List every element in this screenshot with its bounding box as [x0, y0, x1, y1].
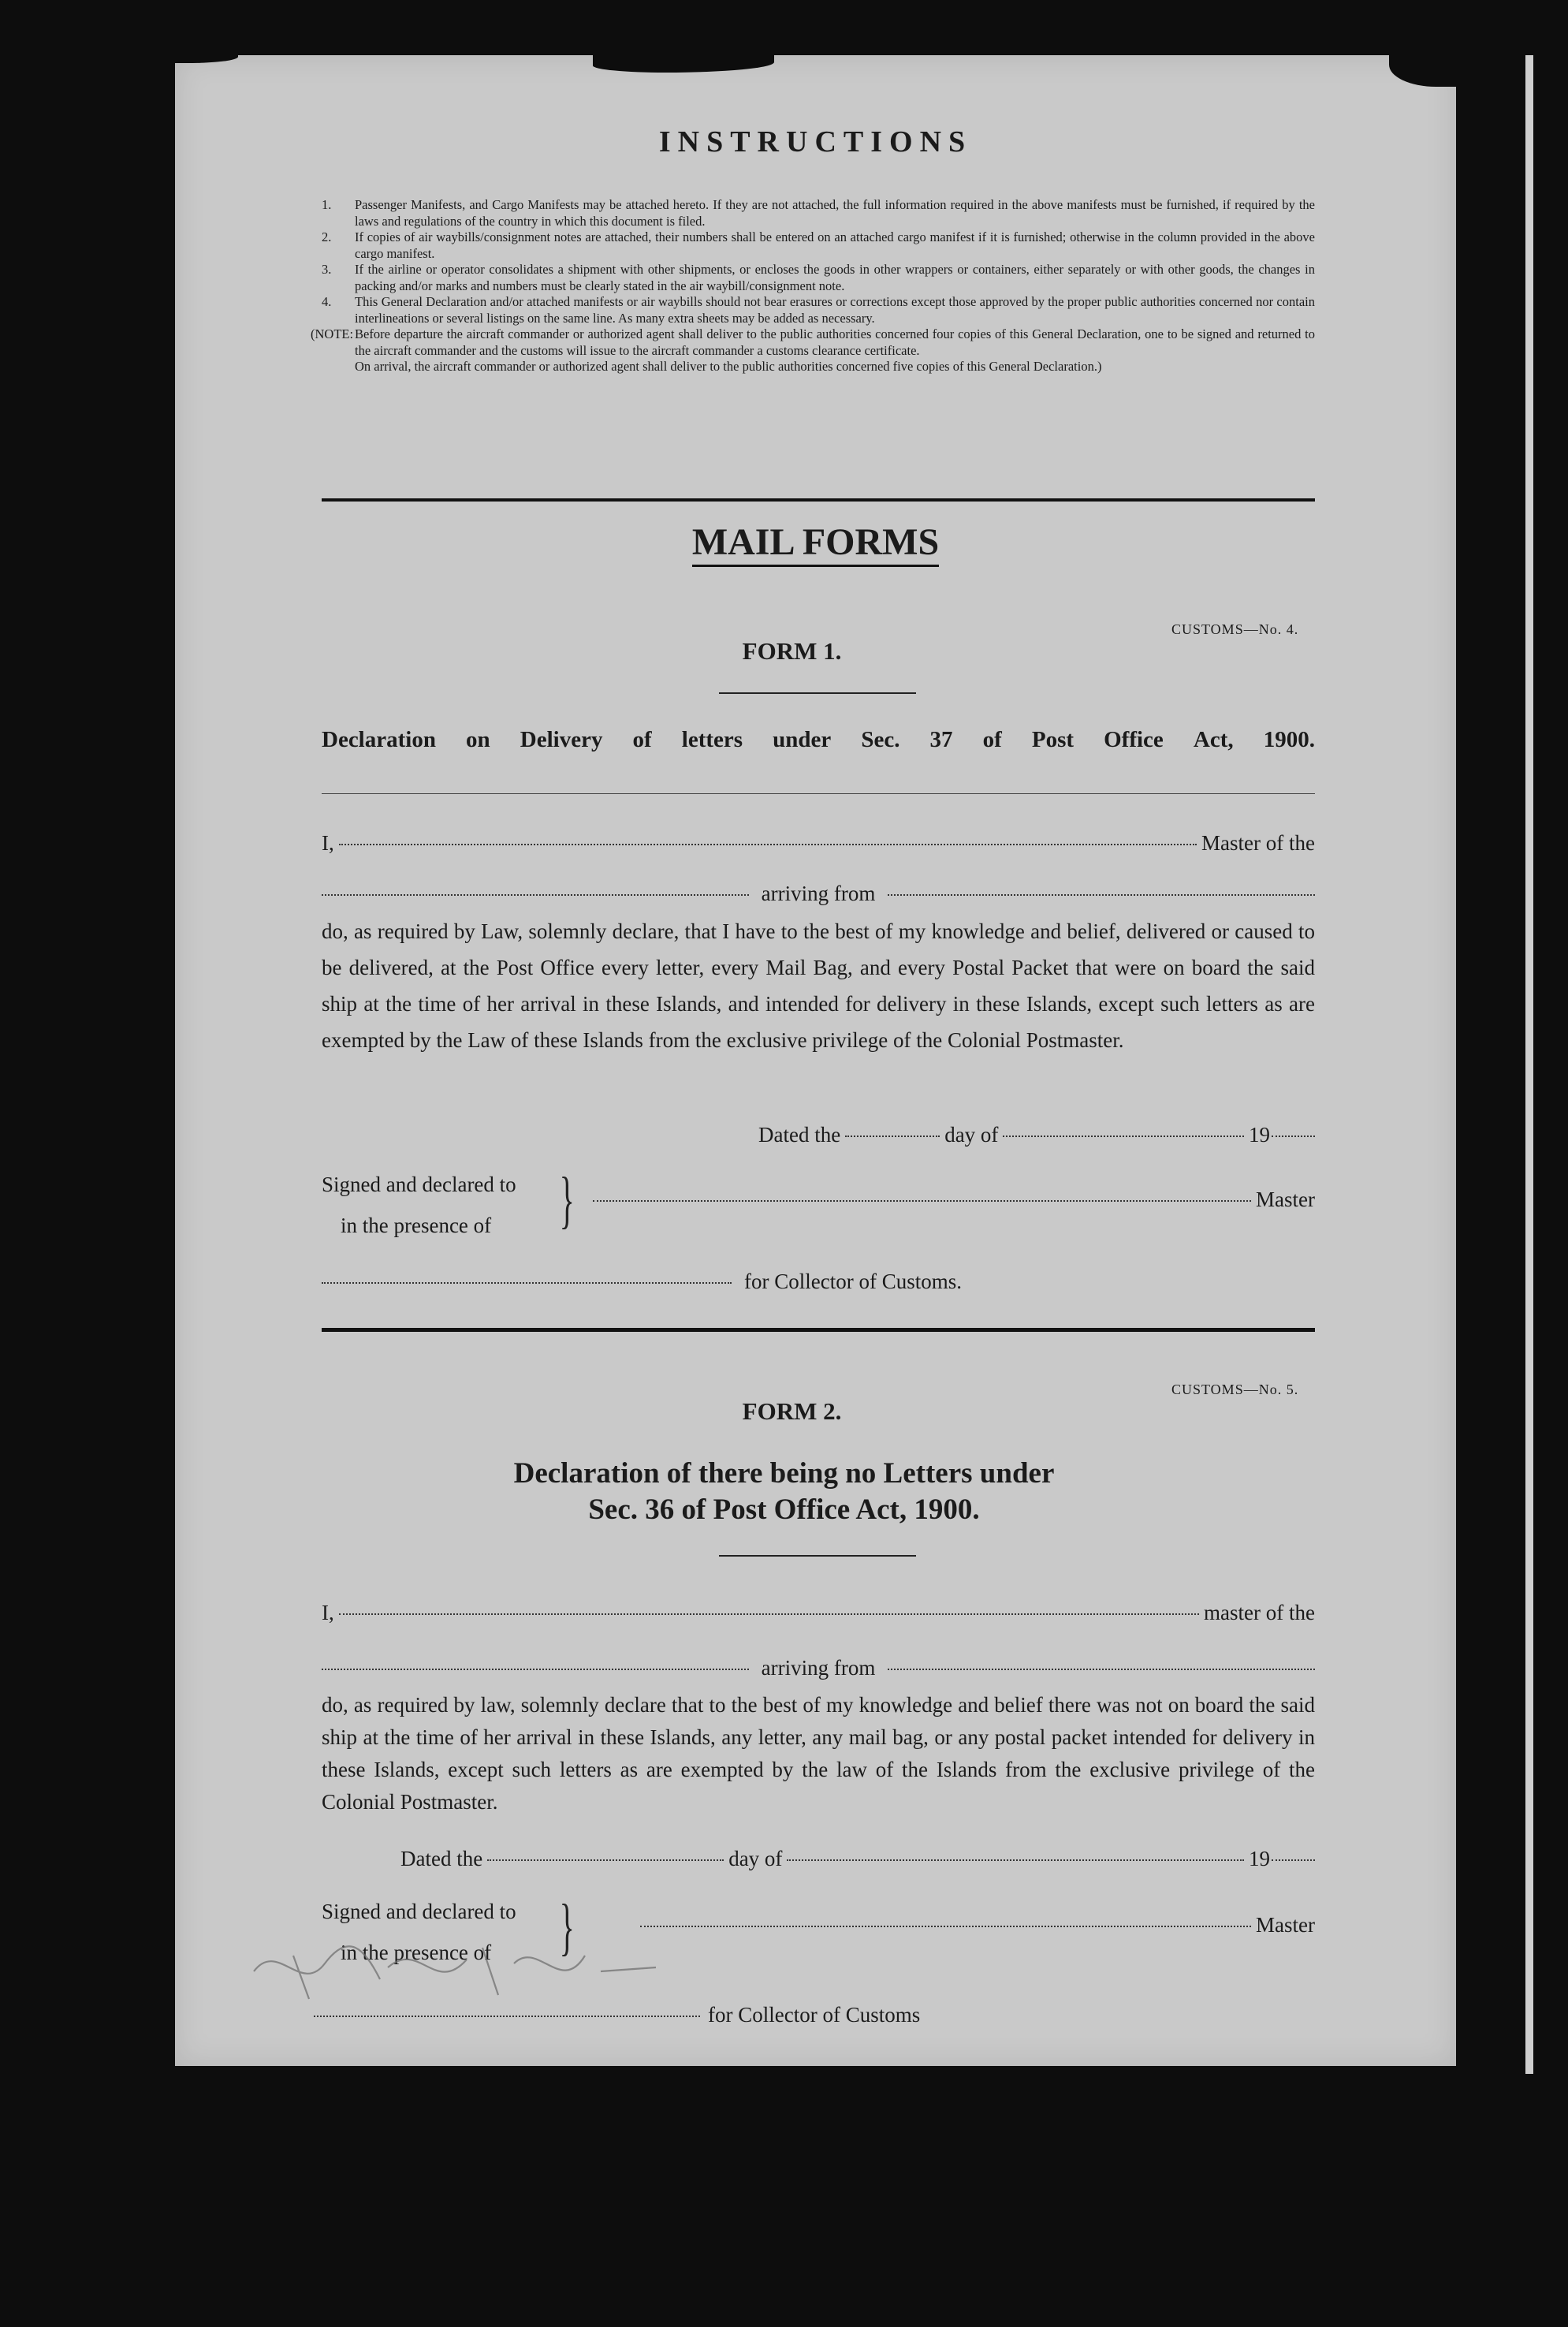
form2-title: FORM 2. [742, 1397, 842, 1425]
form1-master-of-the-label: Master of the [1201, 831, 1315, 855]
form2-customs-ref: CUSTOMS—No. 5. [1171, 1382, 1299, 1397]
form2-declaration-title [143, 1456, 1425, 1528]
form2-master-line [322, 1601, 1315, 1625]
form2-day-of-label: day of [728, 1847, 783, 1870]
form1-i-label: I, [322, 831, 334, 855]
instruction-number: 3. [322, 262, 332, 277]
form2-origin-field[interactable] [888, 1668, 1315, 1670]
form2-declaration-line1: Declaration of there being no Letters under [513, 1457, 1055, 1490]
form2-title-rule [719, 1555, 916, 1557]
form1-year-prefix: 19 [1249, 1123, 1270, 1147]
decl-word: of [632, 727, 652, 752]
form2-i-label: I, [322, 1601, 334, 1624]
instruction-item [322, 197, 1315, 229]
form2-year-prefix: 19 [1249, 1847, 1270, 1870]
decl-word: letters [681, 727, 743, 752]
instruction-number: (NOTE: [311, 326, 354, 341]
form2-declaration-line2: Sec. 36 of Post Office Act, 1900. [588, 1494, 980, 1526]
instruction-item [322, 229, 1315, 262]
form1-declaration-title [322, 727, 1315, 753]
instruction-number: 2. [322, 229, 332, 244]
section-divider [322, 1328, 1315, 1332]
torn-edge [175, 55, 238, 63]
instruction-number [322, 359, 355, 375]
section-divider [322, 498, 1315, 502]
form2-ship-field[interactable] [322, 1668, 749, 1670]
handwritten-signature [246, 1924, 687, 2011]
decl-word: Office [1104, 727, 1164, 752]
form1-arriving-from-label: arriving from [761, 882, 876, 905]
form1-signed-line2: in the presence of [341, 1214, 492, 1237]
decl-word: Sec. [861, 727, 900, 752]
form1-name-field[interactable] [339, 843, 1197, 845]
form2-year-field[interactable] [1272, 1859, 1315, 1861]
decl-word: Post [1031, 727, 1075, 752]
decl-word: Act, [1193, 727, 1234, 752]
form1-dated-the-label: Dated the [758, 1123, 841, 1147]
form2-master-signature-field[interactable] [640, 1925, 1251, 1927]
mail-forms-title-text: MAIL FORMS [692, 521, 939, 567]
instruction-number: 1. [322, 197, 332, 212]
decl-word: 37 [929, 727, 953, 752]
form1-collector-line [322, 1270, 1015, 1294]
form2-arriving-from-label: arriving from [761, 1656, 876, 1680]
form2-signed-line2: in the presence of [341, 1941, 492, 1964]
form1-brace: } [559, 1165, 575, 1235]
form1-date-field[interactable] [845, 1135, 940, 1137]
form2-collector-field[interactable] [314, 2015, 700, 2017]
instruction-text: Passenger Manifests, and Cargo Manifests may be attached hereto. If they are not attached, the full information required in the above manifests must be furnished, if required by the laws and regulations of the country in which this document is filed. [355, 197, 1315, 229]
form1-master-signature-line [593, 1188, 1315, 1212]
form2-name-field[interactable] [339, 1613, 1199, 1615]
form1-master-label: Master [1256, 1188, 1315, 1211]
instructions-list [311, 197, 1315, 375]
form1-master-signature-field[interactable] [593, 1199, 1251, 1202]
mail-forms-title [175, 520, 1456, 564]
form2-dated-the-label: Dated the [400, 1847, 483, 1870]
instruction-note [311, 326, 1315, 359]
form1-paragraph: do, as required by Law, solemnly declare, that I have to the best of my knowledge and belief, delivered or caused to be delivered, at the Post Office every letter, every Mail Bag, and every Postal Packet that were on board the said ship at the time of her arrival in these Islands, and intended for delivery in these Islands, except such letters as are exempted by the Law of these Islands from the exclusive privilege of the Colonial Postmaster. [322, 919, 1315, 1052]
form2-paragraph: do, as required by law, solemnly declare that to the best of my knowledge and belief there was not on board the said ship at the time of her arrival in these Islands, any letter, any mail bag, or any postal packet intended for delivery in these Islands, except such letters as are exempted by the law of the Islands from the exclusive privilege of the Colonial Postmaster. [322, 1693, 1315, 1814]
form1-dated-line [758, 1123, 1315, 1147]
document-page [175, 55, 1456, 2066]
form1-customs-ref: CUSTOMS—No. 4. [1171, 621, 1299, 637]
instruction-number: 4. [322, 294, 332, 309]
decl-word: under [773, 727, 832, 752]
form1-arriving-line [322, 882, 1315, 906]
decl-word: 1900. [1263, 727, 1315, 752]
decl-word: Delivery [520, 727, 603, 752]
form2-arriving-line [322, 1656, 1315, 1680]
instruction-note [322, 359, 1315, 375]
form1-collector-label: for Collector of Customs. [744, 1270, 962, 1293]
form1-signed-line1: Signed and declared to [322, 1173, 516, 1196]
form1-day-of-label: day of [944, 1123, 999, 1147]
form1-title: FORM 1. [742, 637, 842, 665]
instruction-item [322, 294, 1315, 326]
form2-master-of-the-label: master of the [1204, 1601, 1315, 1624]
form2-brace: } [559, 1893, 575, 1962]
form1-year-field[interactable] [1272, 1135, 1315, 1137]
adjacent-page-edge [1525, 55, 1533, 2074]
decl-word: on [466, 727, 490, 752]
form1-title-rule [719, 692, 916, 694]
decl-word: of [982, 727, 1002, 752]
form2-master-label: Master [1256, 1913, 1315, 1937]
form1-origin-field[interactable] [888, 893, 1315, 896]
form2-month-field[interactable] [787, 1859, 1244, 1861]
torn-edge [1389, 55, 1456, 87]
form2-signed-line1: Signed and declared to [322, 1900, 516, 1923]
instruction-text: If the airline or operator consolidates a shipment with other shipments, or encloses the goods in other wrappers or containers, either separately or with other goods, the changes in packing and/or marks and numbers must be clearly stated in the air waybill/consignment note. [355, 262, 1315, 293]
instruction-text: Before departure the aircraft commander or authorized agent shall deliver to the public authorities concerned four copies of this General Declaration, one to be signed and returned to the aircraft commander and the customs will issue to the aircraft commander a customs clearance certificate. [355, 326, 1315, 358]
torn-edge [593, 55, 774, 73]
decl-word: Declaration [322, 727, 436, 752]
instruction-text: This General Declaration and/or attached manifests or air waybills should not bear erasures or corrections except those approved by the proper public authorities concerned nor contain interlineations or several listings on the same line. As many extra sheets may be added as necessary. [355, 294, 1315, 326]
instruction-text: On arrival, the aircraft commander or authorized agent shall deliver to the public authorities concerned five copies of this General Declaration.) [355, 359, 1102, 374]
form1-signed-label [322, 1164, 516, 1246]
form1-collector-field[interactable] [322, 1281, 732, 1284]
form2-master-signature-line [640, 1913, 1315, 1937]
instructions-title: INSTRUCTIONS [658, 125, 973, 158]
form1-ship-field[interactable] [322, 893, 749, 896]
form1-declaration-rule [322, 793, 1315, 794]
form1-master-line [322, 831, 1315, 856]
instruction-text: If copies of air waybills/consignment notes are attached, their numbers shall be entered on an attached cargo manifest if it is furnished; otherwise in the column provided in the above cargo manifest. [355, 229, 1315, 261]
instruction-item [322, 262, 1315, 294]
form2-collector-label: for Collector of Customs [708, 2003, 921, 2027]
form2-dated-line [400, 1847, 1315, 1871]
form2-date-field[interactable] [487, 1859, 724, 1861]
form1-month-field[interactable] [1003, 1135, 1244, 1137]
